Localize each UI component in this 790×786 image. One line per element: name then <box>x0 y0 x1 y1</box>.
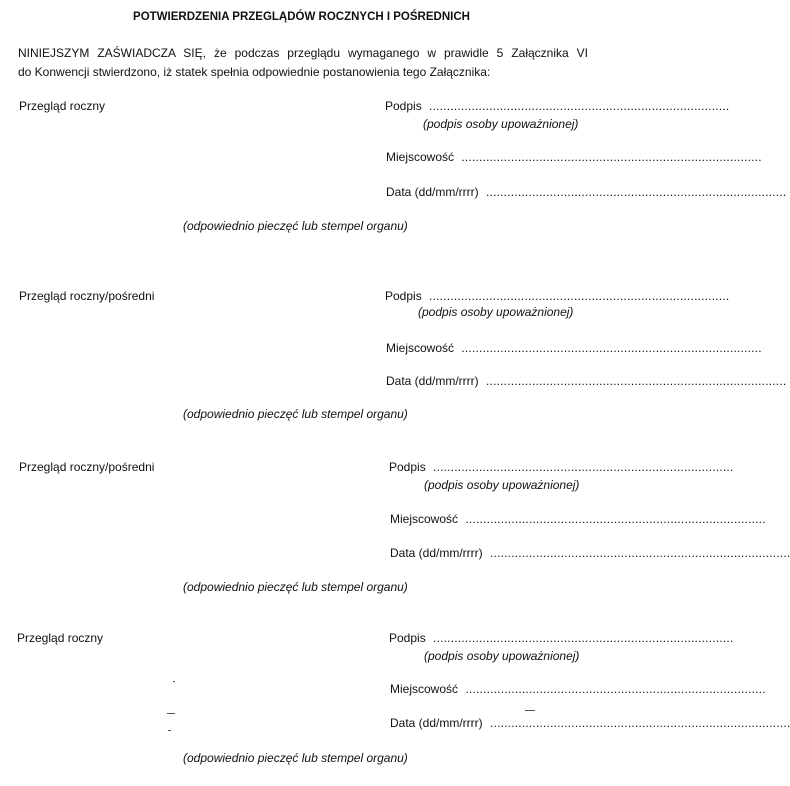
date-field <box>386 374 787 388</box>
date-dotted-line: ..................................................................................... <box>490 716 790 730</box>
signature-label: Podpis <box>389 631 426 645</box>
survey-type-label: Przegląd roczny <box>19 99 106 113</box>
signature-label: Podpis <box>389 460 426 474</box>
signature-field <box>385 99 730 113</box>
survey-type-label: Przegląd roczny/pośredni <box>19 460 155 474</box>
survey-section-2 <box>0 289 787 439</box>
survey-type-label: Przegląd roczny/pośredni <box>19 289 155 303</box>
signature-field <box>385 289 730 303</box>
place-field <box>386 150 762 164</box>
signature-caption: (podpis osoby upoważnionej) <box>418 305 574 319</box>
signature-caption: (podpis osoby upoważnionej) <box>424 649 580 663</box>
place-label: Miejscowość <box>390 512 459 526</box>
date-dotted-line: ..................................................................................... <box>486 374 787 388</box>
place-dotted-line: ..................................................................................... <box>461 341 762 355</box>
signature-field <box>389 631 734 645</box>
scan-artifact-mark <box>168 730 171 731</box>
seal-caption: (odpowiednio pieczęć lub stempel organu) <box>183 219 408 233</box>
signature-field <box>389 460 734 474</box>
signature-label: Podpis <box>385 289 422 303</box>
scan-artifact-mark <box>167 713 175 714</box>
signature-caption: (podpis osoby upoważnionej) <box>423 117 579 131</box>
date-field <box>390 546 790 560</box>
survey-section-3 <box>0 460 790 610</box>
date-field <box>386 185 787 199</box>
seal-caption: (odpowiednio pieczęć lub stempel organu) <box>183 751 408 765</box>
scan-artifact-mark <box>525 710 535 711</box>
signature-caption: (podpis osoby upoważnionej) <box>424 478 580 492</box>
place-field <box>386 341 762 355</box>
signature-dotted-line: ..................................................................................... <box>429 99 730 113</box>
date-field <box>390 716 790 730</box>
survey-type-label: Przegląd roczny <box>17 631 104 645</box>
document-title: POTWIERDZENIA PRZEGLĄDÓW ROCZNYCH I POŚREDNICH <box>133 11 470 23</box>
place-dotted-line: ..................................................................................... <box>461 150 762 164</box>
scan-artifact-mark <box>173 681 175 682</box>
survey-section-1 <box>0 99 787 249</box>
signature-dotted-line: ..................................................................................... <box>429 289 730 303</box>
date-dotted-line: ..................................................................................... <box>486 185 787 199</box>
date-dotted-line: ..................................................................................... <box>490 546 790 560</box>
intro-line-2: do Konwencji stwierdzono, iż statek spełnia odpowiednie postanowienia tego Załącznika: <box>18 65 491 79</box>
intro-line-1: NINIEJSZYM ZAŚWIADCZA SIĘ, że podczas przeglądu wymaganego w prawidle 5 Załącznika VI <box>18 46 588 60</box>
date-label: Data (dd/mm/rrrr) <box>390 546 483 560</box>
place-field <box>390 512 766 526</box>
place-field <box>390 682 766 696</box>
place-label: Miejscowość <box>386 150 455 164</box>
survey-section-4 <box>0 631 790 781</box>
signature-dotted-line: ..................................................................................... <box>433 631 734 645</box>
intro-paragraph <box>18 44 588 82</box>
date-label: Data (dd/mm/rrrr) <box>386 185 479 199</box>
place-dotted-line: ..................................................................................... <box>465 512 766 526</box>
place-dotted-line: ..................................................................................... <box>465 682 766 696</box>
seal-caption: (odpowiednio pieczęć lub stempel organu) <box>183 580 408 594</box>
date-label: Data (dd/mm/rrrr) <box>386 374 479 388</box>
signature-dotted-line: ..................................................................................... <box>433 460 734 474</box>
date-label: Data (dd/mm/rrrr) <box>390 716 483 730</box>
place-label: Miejscowość <box>386 341 455 355</box>
seal-caption: (odpowiednio pieczęć lub stempel organu) <box>183 407 408 421</box>
place-label: Miejscowość <box>390 682 459 696</box>
signature-label: Podpis <box>385 99 422 113</box>
